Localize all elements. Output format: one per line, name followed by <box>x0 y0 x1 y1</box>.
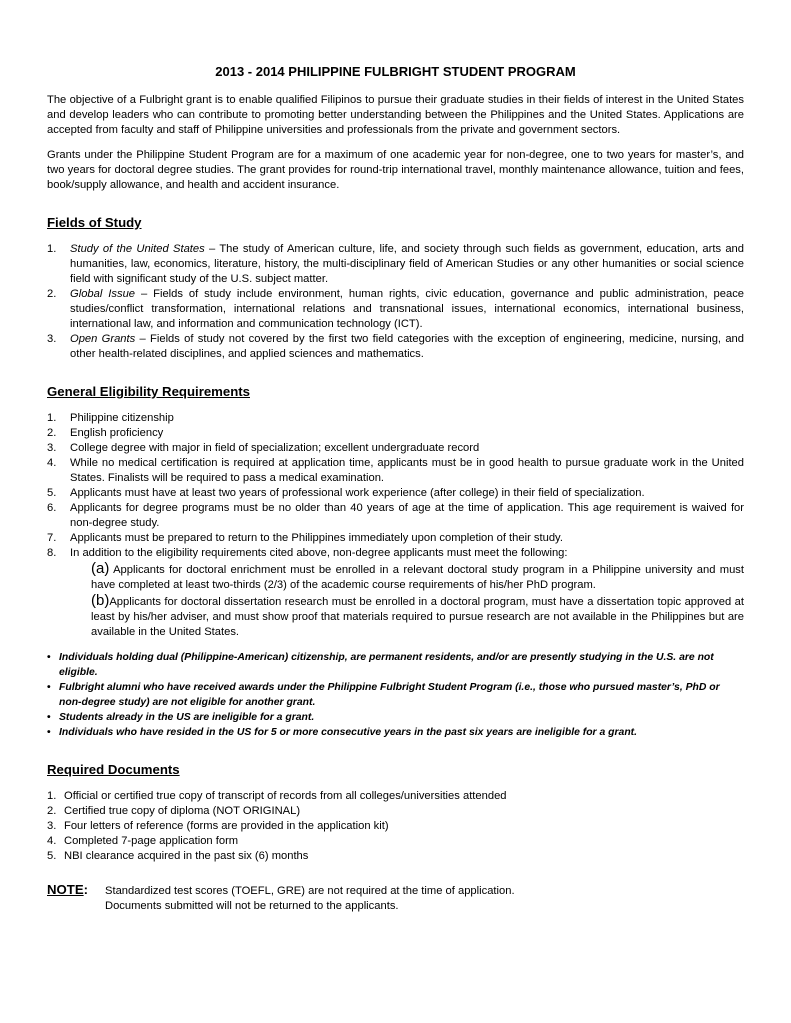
list-item <box>47 441 744 456</box>
list-item <box>47 287 744 332</box>
bullet-text: Fulbright alumni who have received awards under the Philippine Fulbright Student Program (i.e., those who pursued master’s, PhD or non-degree study) are not eligible for another grant. <box>59 682 720 708</box>
item-number: 1. <box>47 412 57 424</box>
sub-item-b <box>91 593 744 640</box>
fields-of-study-list <box>47 242 744 362</box>
note-block <box>47 884 744 914</box>
item-number: 4. <box>47 457 57 469</box>
list-item <box>47 486 744 501</box>
field-term: Open Grants <box>70 333 136 345</box>
note-label <box>47 882 88 897</box>
field-term: Study of the United States <box>70 243 205 255</box>
list-item <box>47 332 744 362</box>
list-item <box>47 819 744 834</box>
sub-item-text: Applicants for doctoral dissertation research must be enrolled in a doctoral program, must have a dissertation topic approved at least by his/her adviser, and must show proof that materials required to pursue research are not available in the Philippines but are available in the United States. <box>91 596 744 638</box>
document-page <box>47 64 744 914</box>
item-number: 5. <box>47 487 57 499</box>
list-item <box>47 789 744 804</box>
item-text: Applicants must have at least two years of professional work experience (after college) in their field of specialization. <box>70 487 645 499</box>
intro-paragraph-objective: The objective of a Fulbright grant is to enable qualified Filipinos to pursue their graduate studies in their fields of interest in the United States and develop leaders who can contribute to promoting better understanding between the Philippines and the United States. Applications are accepted from faculty and staff of Philippine universities and professionals from the private and government sectors. <box>47 94 744 136</box>
list-item <box>47 242 744 287</box>
required-documents-heading: Required Documents <box>47 762 180 777</box>
list-item <box>47 834 744 849</box>
note-label-text: NOTE <box>47 882 84 897</box>
list-item <box>47 804 744 819</box>
item-number: 1. <box>47 790 57 802</box>
item-number: 2. <box>47 805 57 817</box>
item-number: 8. <box>47 547 57 559</box>
list-item <box>47 501 744 531</box>
bullet-icon: • <box>47 712 51 723</box>
item-number: 3. <box>47 442 57 454</box>
sub-item-letter: (b) <box>91 592 110 609</box>
item-number: 3. <box>47 333 57 345</box>
sub-item-letter: (a) <box>91 560 110 577</box>
item-number: 5. <box>47 850 57 862</box>
note-line: Documents submitted will not be returned to the applicants. <box>105 900 399 912</box>
item-text: English proficiency <box>70 427 164 439</box>
item-text: While no medical certification is required at application time, applicants must be in good health to pursue graduate work in the United States. Finalists will be required to pass a medical examination. <box>70 457 744 484</box>
item-number: 3. <box>47 820 57 832</box>
bullet-icon: • <box>47 682 51 693</box>
list-item <box>47 411 744 426</box>
item-text: Four letters of reference (forms are provided in the application kit) <box>64 820 389 832</box>
bullet-text: Students already in the US are ineligible for a grant. <box>59 712 315 723</box>
field-description: – Fields of study include environment, human rights, civic education, governance and public administration, peace studies/conflict transformation, international relations and transnational issues, international economics, international business, international law, and information and communication technology (ICT). <box>70 288 745 330</box>
item-text: In addition to the eligibility requirements cited above, non-degree applicants must meet the following: <box>70 547 568 559</box>
list-item <box>47 426 744 441</box>
bullet-text: Individuals holding dual (Philippine-American) citizenship, are permanent residents, and/or are presently studying in the U.S. are not eligible. <box>59 652 714 678</box>
ineligibility-bullets <box>47 650 744 740</box>
bullet-item <box>47 710 744 725</box>
item-text: Completed 7-page application form <box>64 835 239 847</box>
list-item <box>47 531 744 546</box>
item-text: College degree with major in field of specialization; excellent undergraduate record <box>70 442 480 454</box>
item-text: Official or certified true copy of transcript of records from all colleges/universities attended <box>64 790 507 802</box>
item-text: NBI clearance acquired in the past six (6) months <box>64 850 309 862</box>
list-item <box>47 849 744 864</box>
item-number: 2. <box>47 427 57 439</box>
bullet-item <box>47 725 744 740</box>
note-lines <box>105 884 744 914</box>
intro-paragraph-grants: Grants under the Philippine Student Program are for a maximum of one academic year for non-degree, one to two years for master’s, and two years for doctoral degree studies. The grant provides for round-trip international travel, monthly maintenance allowance, tuition and fees, book/supply allowance, and health and accident insurance. <box>47 149 744 191</box>
bullet-item <box>47 650 744 680</box>
item-text: Certified true copy of diploma (NOT ORIGINAL) <box>64 805 301 817</box>
item-text: Philippine citizenship <box>70 412 174 424</box>
item-number: 2. <box>47 288 57 300</box>
list-item <box>47 456 744 486</box>
item-number: 6. <box>47 502 57 514</box>
list-item <box>47 546 744 640</box>
bullet-icon: • <box>47 652 51 663</box>
item-number: 4. <box>47 835 57 847</box>
field-description: – The study of American culture, life, and society through such fields as government, education, arts and humanities, law, economics, literature, history, the multi-disciplinary field of American Studies or any other humanities or social science field with significant study of the U.S. subject matter. <box>70 243 744 285</box>
item-text: Applicants for degree programs must be no older than 40 years of age at the time of application. This age requirement is waived for non-degree study. <box>70 502 744 529</box>
required-documents-list <box>47 789 744 864</box>
note-line: Standardized test scores (TOEFL, GRE) are not required at the time of application. <box>105 885 515 897</box>
bullet-icon: • <box>47 727 51 738</box>
item-number: 1. <box>47 243 57 255</box>
page-title: 2013 - 2014 PHILIPPINE FULBRIGHT STUDENT PROGRAM <box>215 64 576 79</box>
sub-item-text: Applicants for doctoral enrichment must be enrolled in a relevant doctoral study program in a Philippine university and must have completed at least two-thirds (2/3) of the academic course requirements of his/her PhD program. <box>91 564 744 591</box>
bullet-text: Individuals who have resided in the US for 5 or more consecutive years in the past six years are ineligible for a grant. <box>59 727 638 738</box>
bullet-item <box>47 680 744 710</box>
item-number: 7. <box>47 532 57 544</box>
field-description: – Fields of study not covered by the first two field categories with the exception of engineering, medicine, nursing, and other health-related disciplines, and applied sciences and mathematics. <box>70 333 744 360</box>
eligibility-heading: General Eligibility Requirements <box>47 384 250 399</box>
sub-item-a <box>91 561 744 593</box>
eligibility-list <box>47 411 744 640</box>
fields-of-study-heading: Fields of Study <box>47 215 142 230</box>
item-text: Applicants must be prepared to return to the Philippines immediately upon completion of their study. <box>70 532 563 544</box>
note-colon: : <box>83 882 89 897</box>
field-term: Global Issue <box>70 288 136 300</box>
